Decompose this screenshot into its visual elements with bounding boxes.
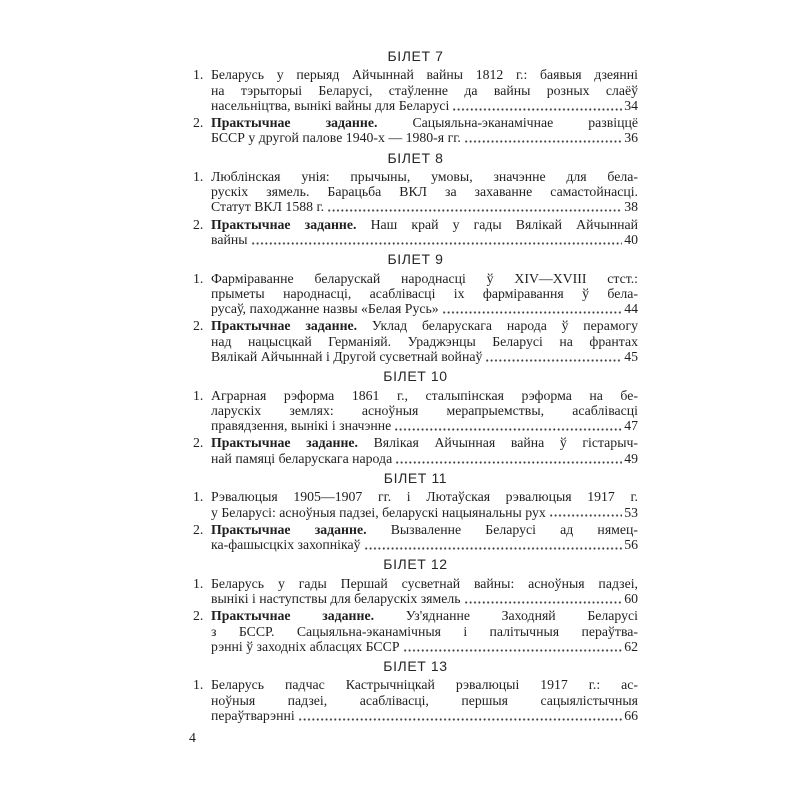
item-text [211, 608, 638, 654]
dot-leader [327, 199, 622, 214]
item-text [211, 318, 638, 364]
toc-item [193, 318, 638, 364]
page-number: 47 [624, 418, 638, 434]
toc-line-text: пераўтварэнні [211, 707, 295, 723]
ticket-title: БІЛЕТ 9 [387, 251, 444, 268]
toc-line-text: правядзення, вынікі і значэнне [211, 418, 392, 434]
toc-item [193, 576, 638, 607]
toc-item [193, 522, 638, 553]
toc-line-text: на тэрыторыі Беларусі, стаўленне да вайны розных слаёў [211, 82, 638, 98]
toc-line-text: най памяці беларускага народа [211, 450, 393, 466]
item-text [211, 271, 638, 317]
toc-line [211, 318, 638, 333]
toc-line-text: Беларусь падчас Кастрычніцкай рэвалюцыі 1917 г.: ас- [211, 677, 638, 693]
item-text [211, 169, 638, 215]
toc-line [211, 232, 638, 247]
toc-line [211, 301, 638, 316]
item-number: 1. [193, 270, 204, 286]
toc-line [211, 217, 638, 232]
page-footer-number: 4 [189, 730, 196, 746]
toc-line-text: насельніцтва, вынікі вайны для Беларусі [211, 97, 450, 113]
toc-line-text: над нацысцкай Германіяй. Ураджэнцы Беларусі на франтах [211, 333, 638, 349]
toc-line-text: Статут ВКЛ 1588 г. [211, 199, 325, 215]
toc-item [193, 677, 638, 723]
ticket-title: БІЛЕТ 11 [383, 470, 448, 487]
item-number: 1. [193, 387, 204, 403]
toc-line [211, 67, 638, 82]
toc-line-text: ларускіх землях: асноўныя мерапрыемствы, асаблівасці [211, 402, 638, 418]
toc-line [211, 349, 638, 364]
toc-line [211, 591, 638, 606]
item-text [211, 67, 638, 113]
toc-line [211, 708, 638, 723]
toc-line-text: Практычнае заданне. Уз'яднанне Заходняй Беларусі [211, 608, 638, 624]
toc-line-text: вайны [211, 232, 248, 248]
toc-line [211, 98, 638, 113]
toc-line-text: Рэвалюцыя 1905—1907 гг. і Лютаўская рэвалюцыя 1917 г. [211, 489, 638, 505]
toc-line [211, 608, 638, 623]
toc-item [193, 608, 638, 654]
page-number: 36 [624, 130, 638, 146]
toc-line-text: з БССР. Сацыяльна-эканамічныя і палітычныя пераўтва- [211, 623, 638, 639]
practical-task-label: Практычнае заданне. [211, 318, 358, 334]
dot-leader [394, 418, 622, 433]
toc-line [211, 693, 638, 708]
item-number: 2. [193, 318, 204, 334]
ticket-title: БІЛЕТ 13 [383, 658, 448, 675]
toc-line [211, 388, 638, 403]
toc-line-text: Вялікай Айчыннай і Другой сусветнай войнаў [211, 349, 483, 365]
toc-line [211, 639, 638, 654]
toc-line-text: рускіх зямель. Барацьба ВКЛ за захаванне самастойнасці. [211, 184, 638, 200]
page-number: 53 [624, 504, 638, 520]
item-text [211, 677, 638, 723]
dot-leader [298, 708, 623, 723]
toc-line [211, 505, 638, 520]
item-number: 1. [193, 677, 204, 693]
page-number: 45 [624, 349, 638, 365]
dot-leader [485, 349, 622, 364]
page-number: 66 [624, 707, 638, 723]
toc-line [211, 451, 638, 466]
dot-leader [251, 232, 623, 247]
dot-leader [395, 451, 622, 466]
item-number: 1. [193, 489, 204, 505]
toc-line-text: вынікі і наступствы для беларускіх зямель [211, 590, 461, 606]
ticket-title: БІЛЕТ 7 [387, 48, 444, 64]
toc-line [211, 271, 638, 286]
toc-line [211, 489, 638, 504]
practical-task-label: Практычнае заданне. [211, 115, 378, 131]
item-number: 1. [193, 67, 204, 83]
toc-line [211, 677, 638, 692]
item-number: 2. [193, 521, 204, 537]
toc-line-text: Люблінская унія: прычыны, умовы, значэнне для бела- [211, 168, 638, 184]
toc-item [193, 435, 638, 466]
toc-item [193, 271, 638, 317]
toc-item [193, 67, 638, 113]
practical-task-label: Практычнае заданне. [211, 608, 375, 624]
item-number: 2. [193, 115, 204, 131]
dot-leader [442, 301, 623, 316]
toc-line [211, 130, 638, 145]
toc-line-text: БССР у другой палове 1940-х — 1980-я гг. [211, 130, 461, 146]
toc-line [211, 576, 638, 591]
toc-page [189, 44, 639, 746]
toc-line [211, 403, 638, 418]
toc-line-text: прыметы народнасці, асаблівасці іх фарміравання ў бела- [211, 285, 638, 301]
toc-line [211, 537, 638, 552]
item-text [211, 576, 638, 607]
practical-task-label: Практычнае заданне. [211, 216, 357, 232]
toc-line-text: Практычнае заданне. Наш край у гады Вялікай Айчыннай [211, 216, 639, 232]
item-number: 1. [193, 168, 204, 184]
dot-leader [549, 505, 622, 520]
toc-line-text: Беларусь у перыяд Айчыннай вайны 1812 г.: баявыя дзеянні [211, 67, 638, 83]
toc-line-text: Фарміраванне беларускай народнасці ў XIV—XVIII стст.: [211, 270, 638, 286]
toc-line [211, 184, 638, 199]
dot-leader [452, 98, 622, 113]
toc-line-text: русаў, паходжанне назвы «Белая Русь» [211, 301, 439, 317]
dot-leader [364, 537, 623, 552]
item-text [211, 217, 638, 248]
ticket-title: БІЛЕТ 10 [383, 368, 448, 385]
toc-line-text: ноўныя падзеі, асаблівасці, першыя сацыялістычныя [211, 692, 638, 708]
item-number: 1. [193, 575, 204, 591]
practical-task-label: Практычнае заданне. [211, 521, 367, 537]
toc-line-text: рэнні ў заходніх абласцях БССР [211, 638, 400, 654]
toc-line-text: Аграрная рэформа 1861 г., сталыпінская рэформа на бе- [211, 387, 638, 403]
dot-leader [464, 130, 622, 145]
page-number: 60 [624, 590, 638, 606]
item-text [211, 435, 638, 466]
toc-line-text: Беларусь у гады Першай сусветнай вайны: асноўныя падзеі, [211, 575, 638, 591]
item-number: 2. [193, 608, 204, 624]
toc-line [211, 418, 638, 433]
item-number: 2. [193, 435, 204, 451]
toc-line-text: ка-фашысцкіх захопнікаў [211, 537, 361, 553]
page-number: 56 [624, 537, 638, 553]
toc-item [193, 217, 638, 248]
toc-item [193, 115, 638, 146]
page-number: 49 [624, 450, 638, 466]
dot-leader [464, 591, 623, 606]
practical-task-label: Практычнае заданне. [211, 435, 358, 451]
toc-line-text: Практычнае заданне. Вызваленне Беларусі ад нямец- [211, 521, 638, 537]
page-number: 40 [624, 232, 638, 248]
toc-line [211, 286, 638, 301]
ticket-title: БІЛЕТ 12 [383, 556, 448, 573]
toc-line-text: Практычнае заданне. Уклад беларускага народа ў перамогу [211, 318, 639, 334]
page-number: 62 [624, 638, 638, 654]
toc-item [193, 169, 638, 215]
item-text [211, 489, 638, 520]
toc-line [211, 169, 638, 184]
page-number: 38 [624, 199, 638, 215]
item-number: 2. [193, 216, 204, 232]
page-number: 44 [624, 301, 638, 317]
item-text [211, 522, 638, 553]
toc-line-text: Практычнае заданне. Вялікая Айчынная вайна ў гістарыч- [211, 435, 639, 451]
dot-leader [403, 639, 623, 654]
table-of-contents [193, 49, 638, 723]
toc-line [211, 522, 638, 537]
toc-line [211, 115, 638, 130]
item-text [211, 115, 638, 146]
toc-line [211, 199, 638, 214]
toc-line [211, 435, 638, 450]
toc-line-text: Практычнае заданне. Сацыяльна-эканамічнае развіццё [211, 115, 638, 131]
item-text [211, 388, 638, 434]
toc-line [211, 334, 638, 349]
page-number: 34 [624, 97, 638, 113]
toc-item [193, 388, 638, 434]
toc-line-text: у Беларусі: асноўныя падзеі, беларускі нацыянальны рух [211, 504, 546, 520]
toc-line [211, 83, 638, 98]
ticket-title: БІЛЕТ 8 [387, 149, 444, 166]
toc-item [193, 489, 638, 520]
toc-line [211, 624, 638, 639]
